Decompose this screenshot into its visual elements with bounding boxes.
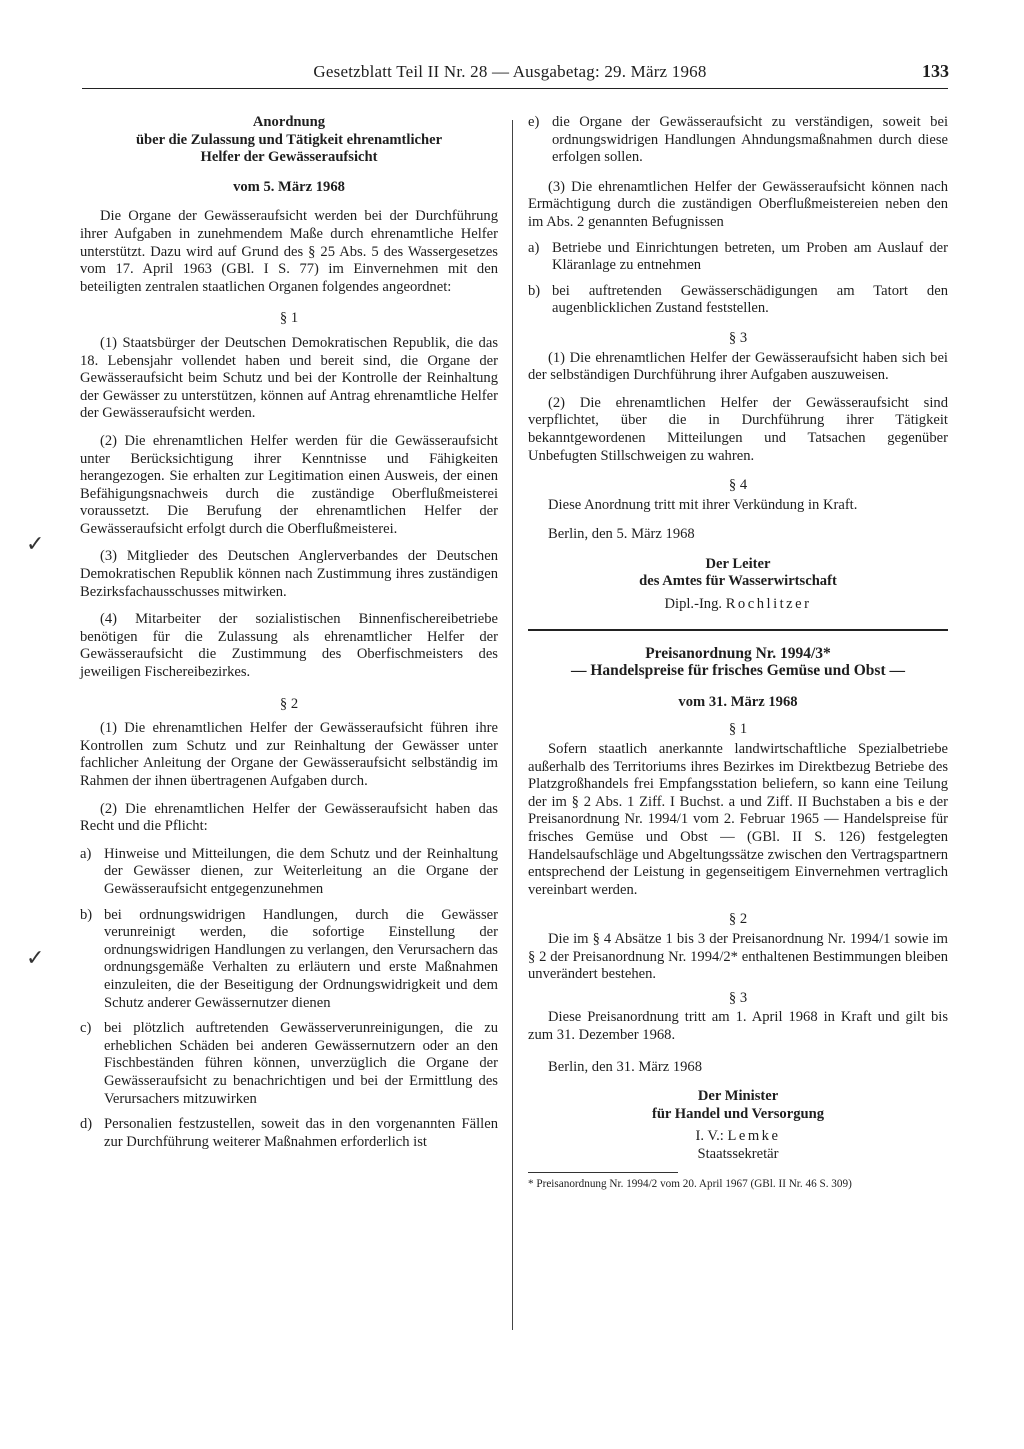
section-heading: § 1 [728, 721, 748, 738]
footnote: * Preisanordnung Nr. 1994/2 vom 20. April 1967 (GBl. II Nr. 46 S. 309) [528, 1177, 852, 1190]
page-header [0, 0, 1024, 90]
signature-name-text: Lemke [727, 1128, 781, 1145]
doc-title-line: Preisanordnung Nr. 1994/3* [645, 644, 831, 662]
signature-name [528, 1128, 948, 1146]
list-item-label: a) [528, 239, 540, 256]
list-item [80, 1116, 498, 1151]
doc-date: vom 5. März 1968 [233, 178, 345, 195]
column-divider [512, 120, 513, 1330]
signature-title: des Amtes für Wasserwirtschaft [639, 573, 837, 590]
paragraph: Diese Preisanordnung tritt am 1. April 1968 in Kraft und gilt bis zum 31. Dezember 1968. [528, 1009, 948, 1043]
paragraph: (1) Staatsbürger der Deutschen Demokratischen Republik, die das 18. Lebensjahr vollendet haben und bereit sind, die Organe der Gewässeraufsicht beim Schutz und bei der Kontrolle der Reinhaltung der Gewässer zu unterstützen, können auf Antrag ehrenamtliche Helfer der Gewässeraufsicht werden. [80, 334, 498, 422]
signature-name-prefix: Dipl.-Ing. [664, 596, 723, 613]
paragraph: (1) Die ehrenamtlichen Helfer der Gewässeraufsicht haben sich bei der selbständigen Durchführung ihrer Aufgaben auszuweisen. [528, 349, 948, 384]
signature-title: Der Leiter [705, 555, 771, 572]
list-item-text: bei plötzlich auftretenden Gewässerverunreinigungen, die zu erheblichen Schäden bei anderen Gewässernutzern oder an den Fischbeständen führen können, unverzüglich die Organe der Gewässeraufsicht zu benachrichtigen und bei der Ermittlung des Verursachers mitzuwirken [104, 1020, 498, 1107]
left-column [80, 114, 498, 1151]
doc-title-line: Anordnung [252, 114, 326, 130]
signature-name-text: Rochlitzer [725, 596, 812, 613]
list-item-text: die Organe der Gewässeraufsicht zu verständigen, soweit bei ordnungswidrigen Handlungen Ahndungsmaßnahmen durch diese erfolgen sollen. [552, 114, 948, 166]
signature-role: Staatssekretär [697, 1145, 779, 1162]
section-heading: § 4 [728, 477, 748, 494]
list-item-text: bei ordnungswidrigen Handlungen, durch die Gewässer verunreinigt werden, die sofortige Einstellung der ordnungswidrigen Handlungen zu verlangen, den Verursachern das ordnungsgemäße Verhalten zu erläutern und erste Maßnahmen einzuleiten, die der Beseitigung der Ordnungswidrigkeit und dem Schutz anderer Gewässernutzer dienen [104, 906, 498, 1011]
signature-title: Der Minister [697, 1088, 779, 1105]
list-item-label: b) [528, 282, 541, 299]
margin-check-mark: ✓ [26, 532, 45, 557]
section-heading: § 3 [728, 329, 748, 346]
list-item-text: bei auftretenden Gewässerschädigungen am Tatort den augenblicklichen Zustand feststellen. [552, 282, 948, 317]
section-heading: § 2 [279, 695, 299, 712]
list-item [80, 846, 498, 899]
footnote-rule [528, 1172, 678, 1173]
gazette-header-title: Gesetzblatt Teil II Nr. 28 — Ausgabetag: 29. März 1968 [313, 62, 707, 81]
section-separator [528, 629, 948, 631]
list-item-label: a) [80, 845, 92, 862]
list-item-text: Hinweise und Mitteilungen, die dem Schutz und der Reinhaltung der Gewässer dienen, zur Weiterleitung an die Organe der Gewässeraufsicht entgegenzunehmen [104, 845, 498, 897]
paragraph: (2) Die ehrenamtlichen Helfer der Gewässeraufsicht haben das Recht und die Pflicht: [80, 800, 498, 835]
section-heading: § 1 [279, 310, 299, 327]
list-item [528, 240, 948, 275]
right-column [528, 114, 948, 1191]
paragraph: (2) Die ehrenamtlichen Helfer der Gewässeraufsicht sind verpflichtet, über die in Durchführung ihrer Tätigkeit bekanntgewordenen Mitteilungen und Tatsachen gegenüber Unbefugten Stillschweigen zu wahren. [528, 394, 948, 464]
place-date: Berlin, den 5. März 1968 [548, 526, 695, 543]
signature-name [528, 596, 948, 614]
paragraph: (1) Die ehrenamtlichen Helfer der Gewässeraufsicht führen ihre Kontrollen zum Schutz und zur Reinhaltung der Gewässer unter fachlicher Anleitung der Organe der Gewässeraufsicht selbständig im Rahmen der ihnen übertragenen Aufgaben durch. [80, 720, 498, 789]
paragraph: (4) Mitarbeiter der sozialistischen Binnenfischereibetriebe benötigen für die Zulassung als ehrenamtlicher Helfer der Gewässeraufsicht die Zustimmung des Oberfischmeisters des jeweiligen Fischereibezirkes. [80, 611, 498, 681]
list-item-label: b) [80, 906, 93, 923]
paragraph: Sofern staatlich anerkannte landwirtschaftliche Spezialbetriebe außerhalb des Territoriums ihres Bezirkes im Direktbezug Betriebe des Platzgroßhandels frei Empfangsstation beliefern, so kann eine Teilung der im § 2 Abs. 1 Ziff. I Buchst. a und Ziff. II Buchstaben a bis e der Preisanordnung Nr. 1994/1 vom 2. Februar 1965 — Handelspreise für frisches Gemüse und Obst — (GBl. II S. 126) festgelegten Handelsaufschläge und Abgeltungssätze zwischen den Vertragspartnern entsprechend der Leistung in gegenseitigem Einvernehmen vertraglich vereinbart werden. [528, 741, 948, 898]
section-heading: § 3 [728, 989, 748, 1006]
header-rule [82, 88, 948, 89]
margin-check-mark: ✓ [26, 946, 45, 971]
doc-title-line: Helfer der Gewässeraufsicht [200, 149, 378, 166]
preamble: Die Organe der Gewässeraufsicht werden bei der Durchführung ihrer Aufgaben in zunehmendem Maße durch ehrenamtliche Helfer unterstützt. Dazu wird auf Grund des § 25 Abs. 5 des Wassergesetzes vom 17. April 1963 (GBl. I S. 77) im Einvernehmen mit den beteiligten zentralen staatlichen Organen folgendes angeordnet: [80, 208, 498, 295]
paragraph: Die im § 4 Absätze 1 bis 3 der Preisanordnung Nr. 1994/1 sowie im § 2 der Preisanordnung Nr. 1994/2* enthaltenen Bestimmungen bleiben unverändert bestehen. [528, 930, 948, 983]
list-item [528, 114, 948, 167]
list-item-label: d) [80, 1116, 93, 1133]
list-item [528, 283, 948, 318]
doc-date: vom 31. März 1968 [678, 693, 798, 710]
paragraph: Diese Anordnung tritt mit ihrer Verkündung in Kraft. [548, 496, 858, 513]
list-item [80, 907, 498, 1013]
page-number: 133 [922, 61, 949, 81]
paragraph: (3) Mitglieder des Deutschen Anglerverbandes der Deutschen Demokratischen Republik können nach Zustimmung ihres zuständigen Bezirksfachausschusses mitwirken. [80, 548, 498, 600]
doc-title-line: über die Zulassung und Tätigkeit ehrenamtlicher [135, 131, 443, 148]
list-item [80, 1020, 498, 1108]
doc-title-line: — Handelspreise für frisches Gemüse und Obst — [571, 662, 905, 680]
list-item-label: e) [528, 114, 540, 130]
signature-title: für Handel und Versorgung [651, 1105, 825, 1122]
paragraph: (2) Die ehrenamtlichen Helfer werden für die Gewässeraufsicht unter Berücksichtigung ihrer Kenntnisse und Fähigkeiten herangezogen. Sie erhalten zur Legitimation einen Ausweis, der einen Befähigungsnachweis durch die zuständige Oberflußmeisterei voraussetzt. Die Berufung der ehrenamtlichen Helfer der Gewässeraufsicht erfolgt durch die Oberflußmeisterei. [80, 432, 498, 537]
signature-name-prefix: I. V.: [695, 1128, 724, 1145]
section-heading: § 2 [728, 911, 748, 928]
paragraph: (3) Die ehrenamtlichen Helfer der Gewässeraufsicht können nach Ermächtigung durch die zuständigen Oberflußmeistereien neben den im Abs. 2 genannten Befugnissen [528, 178, 948, 230]
list-item-text: Personalien festzustellen, soweit das in den vorgenannten Fällen zur Durchführung weiterer Maßnahmen erforderlich ist [104, 1116, 498, 1150]
place-date: Berlin, den 31. März 1968 [548, 1058, 703, 1075]
list-item-text: Betriebe und Einrichtungen betreten, um Proben am Auslauf der Kläranlage zu entnehmen [552, 239, 948, 274]
list-item-label: c) [80, 1020, 92, 1037]
